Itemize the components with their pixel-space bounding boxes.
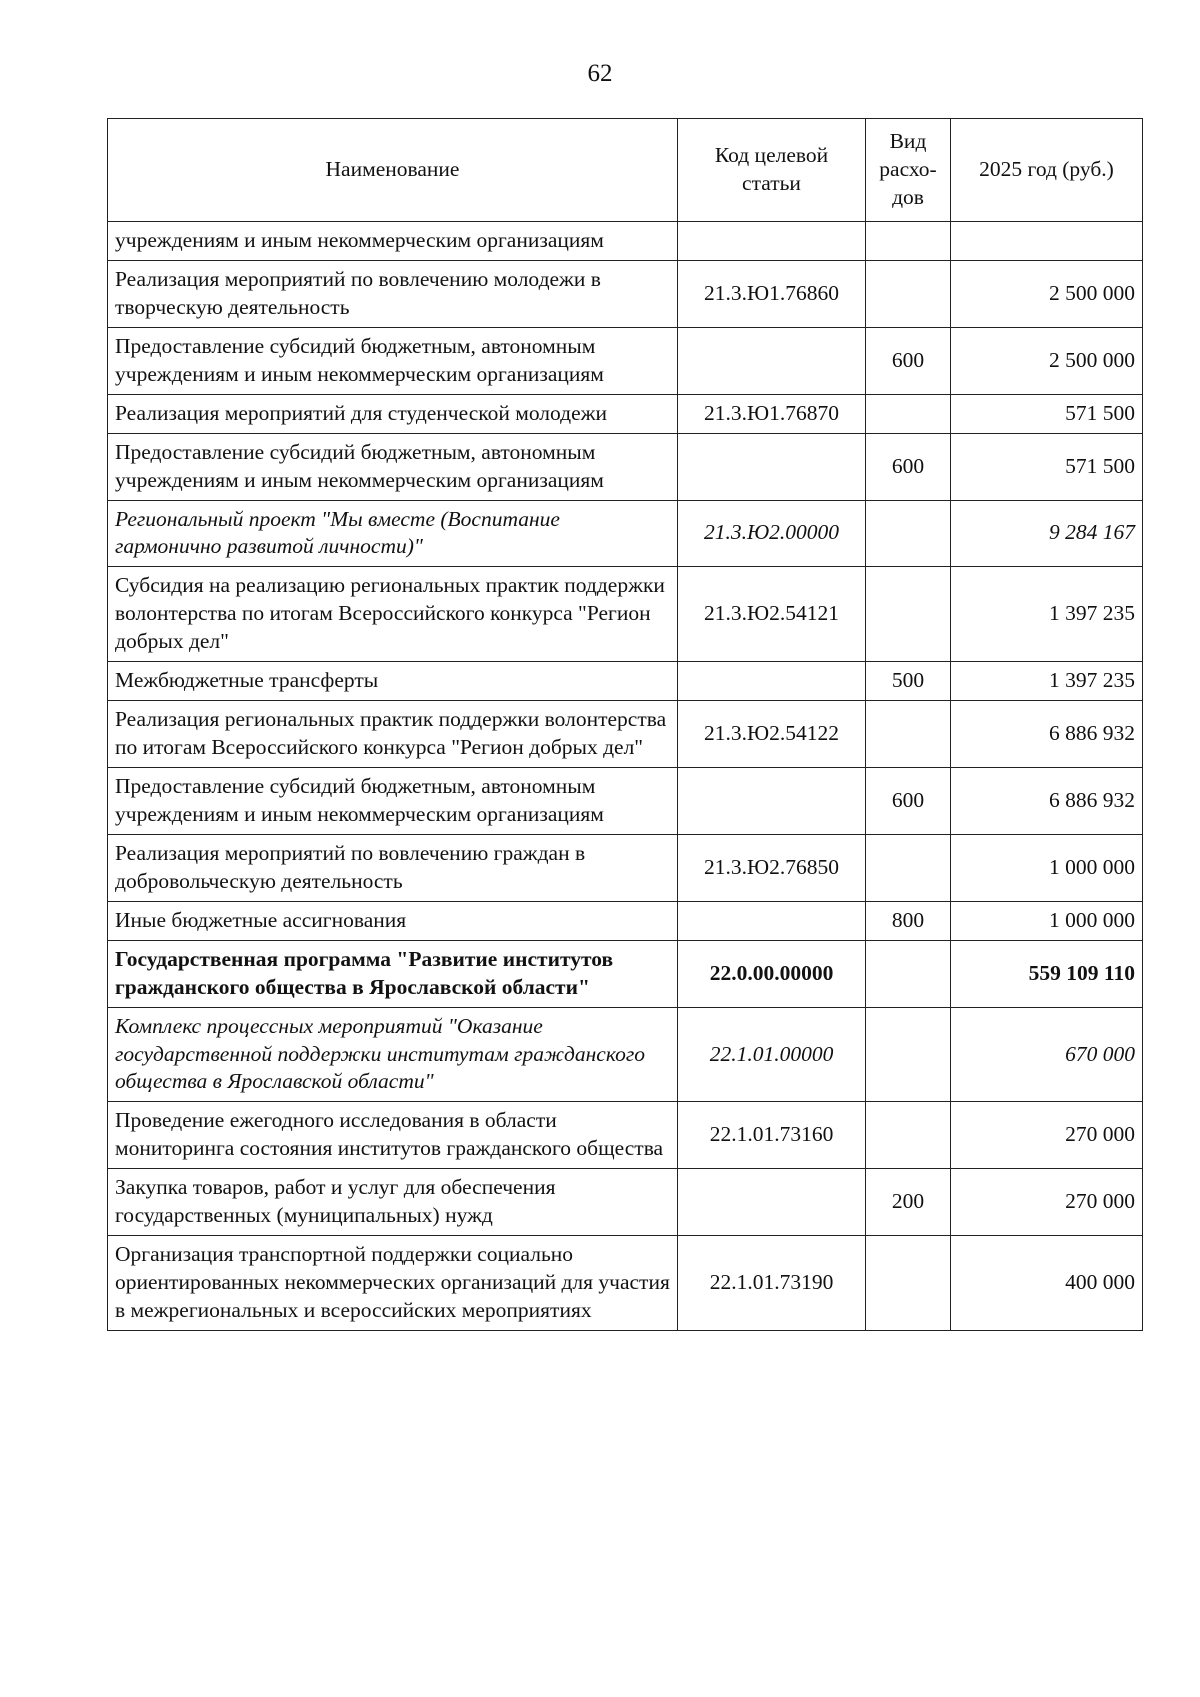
- row-code-cell: [678, 768, 866, 835]
- table-row: [108, 768, 1143, 835]
- row-amount-cell: [951, 222, 1143, 261]
- table-row: [108, 1007, 1143, 1102]
- row-name-cell: Предоставление субсидий бюджетным, автономным учреждениям и иным некоммерческим организациям: [108, 433, 678, 500]
- row-code-cell: [678, 433, 866, 500]
- row-code-cell: [678, 662, 866, 701]
- row-amount-cell: 6 886 932: [951, 768, 1143, 835]
- table-row: [108, 1169, 1143, 1236]
- row-code-cell: 21.3.Ю2.76850: [678, 834, 866, 901]
- header-amount: 2025 год (руб.): [951, 119, 1143, 222]
- row-name-cell: Реализация мероприятий по вовлечению граждан в добровольческую деятельность: [108, 834, 678, 901]
- row-amount-cell: 9 284 167: [951, 500, 1143, 567]
- row-name-cell: Региональный проект "Мы вместе (Воспитание гармонично развитой личности)": [108, 500, 678, 567]
- row-name-cell: Закупка товаров, работ и услуг для обеспечения государственных (муниципальных) нужд: [108, 1169, 678, 1236]
- row-kind-cell: 500: [866, 662, 951, 701]
- header-kind: Вид расхо-дов: [866, 119, 951, 222]
- table-header-row: [108, 119, 1143, 222]
- row-code-cell: [678, 901, 866, 940]
- row-code-cell: 22.1.01.73160: [678, 1102, 866, 1169]
- row-name-cell: Организация транспортной поддержки социально ориентированных некоммерческих организаций для участия в межрегиональных и всероссийских мероприятиях: [108, 1236, 678, 1331]
- row-amount-cell: 670 000: [951, 1007, 1143, 1102]
- row-kind-cell: [866, 834, 951, 901]
- row-kind-cell: 600: [866, 433, 951, 500]
- row-kind-cell: 200: [866, 1169, 951, 1236]
- row-kind-cell: [866, 567, 951, 662]
- row-code-cell: 22.1.01.73190: [678, 1236, 866, 1331]
- row-code-cell: [678, 222, 866, 261]
- row-name-cell: Предоставление субсидий бюджетным, автономным учреждениям и иным некоммерческим организациям: [108, 327, 678, 394]
- row-amount-cell: 1 000 000: [951, 901, 1143, 940]
- row-name-cell: Комплекс процессных мероприятий "Оказание государственной поддержки институтам гражданского общества в Ярославской области": [108, 1007, 678, 1102]
- table-row: [108, 662, 1143, 701]
- table-row: [108, 701, 1143, 768]
- row-code-cell: [678, 1169, 866, 1236]
- row-code-cell: 22.0.00.00000: [678, 940, 866, 1007]
- row-code-cell: 21.3.Ю2.00000: [678, 500, 866, 567]
- row-code-cell: [678, 327, 866, 394]
- row-name-cell: Государственная программа "Развитие институтов гражданского общества в Ярославской области": [108, 940, 678, 1007]
- row-amount-cell: 400 000: [951, 1236, 1143, 1331]
- row-kind-cell: [866, 260, 951, 327]
- row-name-cell: Реализация региональных практик поддержки волонтерства по итогам Всероссийского конкурса "Регион добрых дел": [108, 701, 678, 768]
- row-amount-cell: 2 500 000: [951, 327, 1143, 394]
- row-amount-cell: 1 000 000: [951, 834, 1143, 901]
- header-code: Код целевой статьи: [678, 119, 866, 222]
- row-kind-cell: [866, 500, 951, 567]
- row-amount-cell: 559 109 110: [951, 940, 1143, 1007]
- table-row: [108, 901, 1143, 940]
- table-row: [108, 433, 1143, 500]
- table-row: [108, 834, 1143, 901]
- row-amount-cell: 270 000: [951, 1169, 1143, 1236]
- row-code-cell: 21.3.Ю2.54121: [678, 567, 866, 662]
- row-kind-cell: [866, 222, 951, 261]
- table-row: [108, 567, 1143, 662]
- row-kind-cell: [866, 1236, 951, 1331]
- row-amount-cell: 571 500: [951, 433, 1143, 500]
- row-name-cell: Субсидия на реализацию региональных практик поддержки волонтерства по итогам Всероссийского конкурса "Регион добрых дел": [108, 567, 678, 662]
- row-kind-cell: [866, 394, 951, 433]
- row-name-cell: Иные бюджетные ассигнования: [108, 901, 678, 940]
- row-amount-cell: 6 886 932: [951, 701, 1143, 768]
- row-name-cell: Межбюджетные трансферты: [108, 662, 678, 701]
- header-name: Наименование: [108, 119, 678, 222]
- row-amount-cell: 571 500: [951, 394, 1143, 433]
- row-code-cell: 21.3.Ю2.54122: [678, 701, 866, 768]
- row-kind-cell: 800: [866, 901, 951, 940]
- table-row: [108, 1236, 1143, 1331]
- row-kind-cell: [866, 940, 951, 1007]
- row-kind-cell: [866, 1007, 951, 1102]
- budget-table: [107, 118, 1143, 1331]
- table-row: [108, 222, 1143, 261]
- table-row: [108, 1102, 1143, 1169]
- table-row: [108, 394, 1143, 433]
- table-row: [108, 260, 1143, 327]
- row-amount-cell: 1 397 235: [951, 567, 1143, 662]
- row-code-cell: 21.3.Ю1.76870: [678, 394, 866, 433]
- page-number: 62: [587, 60, 613, 87]
- row-name-cell: учреждениям и иным некоммерческим организациям: [108, 222, 678, 261]
- row-name-cell: Предоставление субсидий бюджетным, автономным учреждениям и иным некоммерческим организациям: [108, 768, 678, 835]
- row-amount-cell: 2 500 000: [951, 260, 1143, 327]
- row-name-cell: Проведение ежегодного исследования в области мониторинга состояния институтов гражданского общества: [108, 1102, 678, 1169]
- table-row: [108, 500, 1143, 567]
- row-amount-cell: 270 000: [951, 1102, 1143, 1169]
- row-amount-cell: 1 397 235: [951, 662, 1143, 701]
- row-code-cell: 21.3.Ю1.76860: [678, 260, 866, 327]
- table-row: [108, 940, 1143, 1007]
- row-kind-cell: 600: [866, 768, 951, 835]
- row-kind-cell: [866, 701, 951, 768]
- table-body: [108, 222, 1143, 1331]
- table-row: [108, 327, 1143, 394]
- row-name-cell: Реализация мероприятий для студенческой молодежи: [108, 394, 678, 433]
- row-kind-cell: 600: [866, 327, 951, 394]
- row-name-cell: Реализация мероприятий по вовлечению молодежи в творческую деятельность: [108, 260, 678, 327]
- row-code-cell: 22.1.01.00000: [678, 1007, 866, 1102]
- row-kind-cell: [866, 1102, 951, 1169]
